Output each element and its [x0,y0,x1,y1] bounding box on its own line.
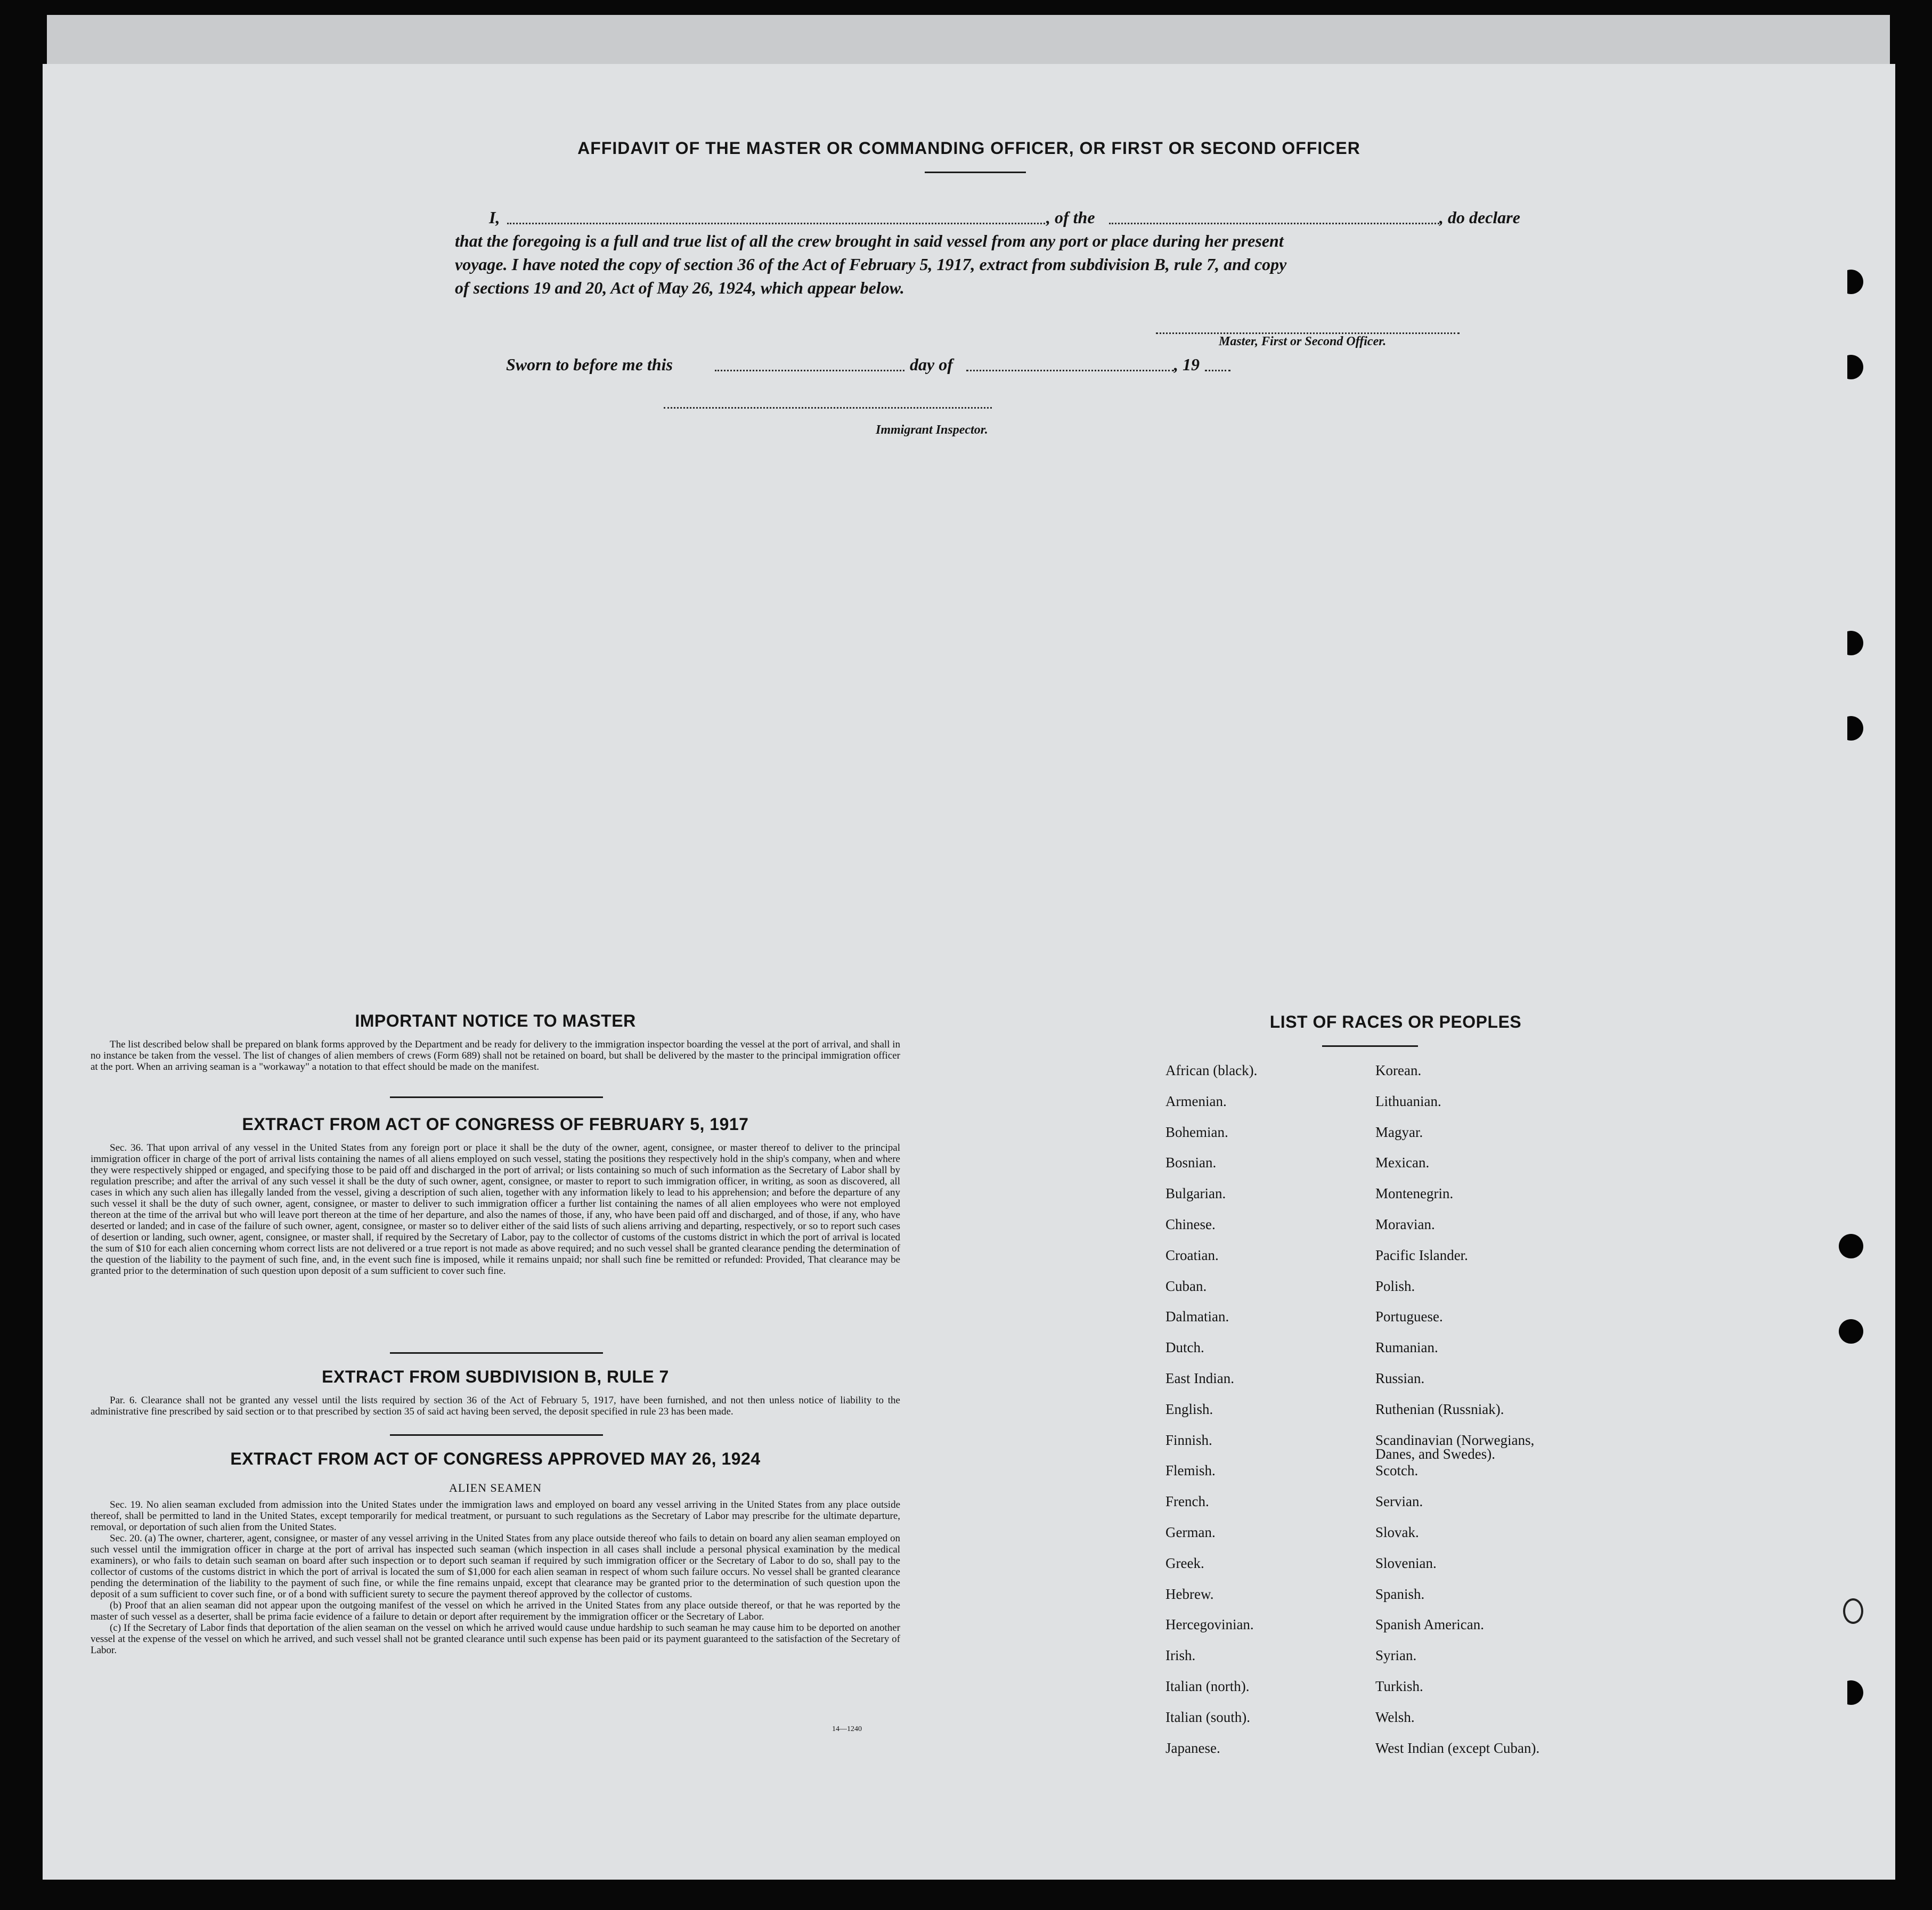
race-item: Korean. [1375,1062,1422,1078]
race-item: Scotch. [1375,1462,1419,1479]
divider-rule [390,1096,603,1098]
race-item: Magyar. [1375,1124,1423,1140]
inspector-signature-field[interactable] [664,402,992,409]
race-item: Portuguese. [1375,1308,1443,1325]
year-prefix: , 19 [1174,355,1200,374]
race-item: Flemish. [1165,1462,1216,1479]
race-item: Polish. [1375,1278,1415,1294]
race-item: Servian. [1375,1493,1423,1510]
race-item: Lithuanian. [1375,1093,1441,1109]
divider-rule [390,1352,603,1354]
affidavit-line-2: that the foregoing is a full and true list of all the crew brought in said vessel from any port or place during her present [455,231,1284,250]
race-item: German. [1165,1524,1216,1540]
race-item: Irish. [1165,1647,1196,1664]
rule7-text: Par. 6. Clearance shall not be granted any vessel until the lists required by section 36 of the Act of February 5, 1917, have been furnished, and not then unless notice of liability to the administrative fine prescribed by said section or to that prescribed by section 35 of said act having been served, the deposit specified in rule 23 has been made. [91,1395,900,1417]
race-item: Russian. [1375,1370,1425,1386]
race-item: Armenian. [1165,1093,1227,1109]
race-item: Italian (north). [1165,1678,1250,1694]
race-item: Rumanian. [1375,1339,1438,1356]
race-item: Pacific Islander. [1375,1247,1468,1263]
race-item: French. [1165,1493,1209,1510]
rule7-title: EXTRACT FROM SUBDIVISION B, RULE 7 [322,1367,669,1386]
affidavit-do-declare: , do declare [1439,208,1520,227]
race-item: Scandinavian (Norwegians, Danes, and Swedes). [1375,1432,1535,1462]
race-item: Dutch. [1165,1339,1204,1356]
punch-hole [1839,1234,1863,1258]
notice-title: IMPORTANT NOTICE TO MASTER [355,1011,636,1030]
race-item: Montenegrin. [1375,1185,1454,1202]
master-signature-field[interactable] [1156,327,1460,334]
name-field[interactable] [507,209,1045,224]
affidavit-of-the: , of the [1046,208,1095,227]
race-item: Cuban. [1165,1278,1207,1294]
affidavit-line-4: of sections 19 and 20, Act of May 26, 1924, which appear below. [455,278,904,297]
race-item: Slovak. [1375,1524,1419,1540]
master-signature-label: Master, First or Second Officer. [1219,335,1387,348]
divider-rule [390,1434,603,1436]
race-item: Dalmatian. [1165,1308,1229,1325]
race-item: Croatian. [1165,1247,1219,1263]
sworn-year-field[interactable] [1205,356,1230,371]
punch-hole [1839,1319,1863,1344]
sec-20a-text: Sec. 20. (a) The owner, charterer, agent, consignee, or master of any vessel arriving in the United States from any place outside thereof who fails to detain on board any alien seaman employed on such vessel until the immigration officer in charge at the port of arrival has inspected such seaman (which inspection in all cases shall include a personal physical examination by the medical examiners), or who fails to detain such seaman on board after such inspection or to deport such seaman if required by such immigration officer or the Secretary of Labor to do so, shall pay to the collector of customs of the customs district in which the port of arrival is located the sum of $1,000 for each alien seaman in respect of whom such failure occurs. No vessel shall be granted clearance pending the determination of the liability to the payment of such fine, or while the fine remains unpaid, except that clearance may be granted prior to the determination of such question upon the deposit of a sum sufficient to cover such fine, or of a bond with sufficient surety to secure the payment thereof approved by the collector of customs. [91,1533,900,1600]
inspector-label: Immigrant Inspector. [876,423,988,437]
races-left-column [1165,1063,1257,1771]
race-item: Moravian. [1375,1216,1435,1232]
title-rule [925,172,1026,173]
race-item: Chinese. [1165,1216,1216,1232]
race-item: Slovenian. [1375,1555,1437,1571]
races-right-column [1375,1063,1539,1771]
race-item: Spanish American. [1375,1616,1484,1633]
races-title: LIST OF RACES OR PEOPLES [1269,1012,1522,1031]
races-title-rule [1322,1045,1418,1047]
extract-1917-title: EXTRACT FROM ACT OF CONGRESS OF FEBRUARY 5, 1917 [242,1115,749,1134]
punch-hole [1839,1680,1863,1705]
race-item: Bohemian. [1165,1124,1228,1140]
race-item: East Indian. [1165,1370,1234,1386]
day-of-text: day of [910,355,953,374]
race-item: Italian (south). [1165,1709,1250,1725]
punch-hole [1839,716,1863,741]
sworn-day-field[interactable] [715,356,904,371]
punch-hole [1839,631,1863,655]
race-item: Hebrew. [1165,1586,1214,1602]
race-item: Spanish. [1375,1586,1425,1602]
form-page [43,64,1895,1880]
race-item: Welsh. [1375,1709,1415,1725]
form-number: 14—1240 [832,1725,862,1733]
affidavit-line-3: voyage. I have noted the copy of section 36 of the Act of February 5, 1917, extract from subdivision B, rule 7, and copy [455,255,1287,274]
race-item: Turkish. [1375,1678,1423,1694]
race-item: Syrian. [1375,1647,1417,1664]
punch-hole [1839,355,1863,379]
race-item: Hercegovinian. [1165,1616,1254,1633]
sec-20c-text: (c) If the Secretary of Labor finds that deportation of the alien seaman on the vessel on which he arrived would cause undue hardship to such seaman he may cause him to be deported on another vessel at the expense of the vessel on which he arrived, and such vessel shall not be granted clearance until such expense has been paid or its payment guaranteed to the satisfaction of the Secretary of Labor. [91,1622,900,1656]
sworn-month-field[interactable] [966,356,1174,371]
affidavit-i: I, [489,208,500,227]
affidavit-title: AFFIDAVIT OF THE MASTER OR COMMANDING OFFICER, OR FIRST OR SECOND OFFICER [577,139,1360,158]
extract-1917-text: Sec. 36. That upon arrival of any vessel in the United States from any foreign port or place it shall be the duty of the owner, agent, consignee, or master thereof to deliver to the principal immigration officer in charge of the port of arrival lists containing the names of all aliens employed on such vessel, stating the positions they respectively hold in the ship's company, when and where they were respectively shipped or engaged, and specifying those to be paid off and discharged in the port of arrival; or lists containing so much of such information as the Secretary of Labor shall by regulation prescribe; and after the arrival of any such vessel it shall be the duty of such owner, agent, consignee, or master to report to such immigration officer, in writing, as soon as discovered, all cases in which any such alien has illegally landed from the vessel, giving a description of such alien, together with any information likely to lead to his apprehension; and before the departure of any such vessel it shall be the duty of such owner, agent, consignee, or master to deliver to such immigration officer a further list containing the names of all alien employees who were not employed thereon at the time of the arrival but who will leave port thereon at the time of her departure, and also the names of those, if any, who have been paid off and discharged, and of those, if any, who have deserted or landed; and in case of the failure of such owner, agent, consignee, or master so to deliver either of the said lists of such aliens arriving and departing, respectively, or so to report such cases of desertion or landing, such owner, agent, consignee, or master shall, if required by the Secretary of Labor, pay to the collector of customs of the customs district in which the port of arrival is located the sum of $10 for each alien concerning whom correct lists are not delivered or a true report is not made as above required; and no such vessel shall be granted clearance pending the determination of the question of the liability to the payment of such fine, and, in the event such fine is imposed, while it remains unpaid; nor shall such fine be remitted or refunded: Provided, That clearance may be granted prior to the determination of such question upon deposit of a sum sufficient to cover such fine. [91,1142,900,1277]
punch-hole [1839,270,1863,294]
race-item: African (black). [1165,1062,1258,1078]
punch-hole [1843,1598,1863,1624]
race-item: Finnish. [1165,1432,1212,1448]
race-item: Bulgarian. [1165,1185,1226,1202]
sec-19-text: Sec. 19. No alien seaman excluded from admission into the United States under the immigration laws and employed on board any vessel arriving in the United States from any place outside thereof, shall be permitted to land in the United States, except temporarily for medical treatment, or pursuant to such regulations as the Secretary of Labor may prescribe for the ultimate departure, removal, or deportation of such alien from the United States. [91,1499,900,1533]
extract-1924-text [91,1499,900,1656]
sworn-text: Sworn to before me this [506,355,673,374]
race-item: Bosnian. [1165,1155,1217,1171]
race-item: Greek. [1165,1555,1204,1571]
extract-1924-title: EXTRACT FROM ACT OF CONGRESS APPROVED MAY 26, 1924 [230,1449,761,1468]
race-item: Japanese. [1165,1740,1220,1756]
race-item: West Indian (except Cuban). [1375,1740,1540,1756]
notice-text: The list described below shall be prepared on blank forms approved by the Department and be ready for delivery to the immigration inspector boarding the vessel at the port of arrival, and shall in no instance be taken from the vessel. The list of changes of alien members of crews (Form 689) shall not be retained on board, but shall be delivered by the master to the principal immigration officer at the port. When an arriving seaman is a "workaway" a notation to that effect should be made on the manifest. [91,1039,900,1072]
alien-seamen-subtitle: ALIEN SEAMEN [449,1481,542,1494]
race-item: English. [1165,1401,1213,1417]
vessel-field[interactable] [1109,209,1439,224]
race-item: Mexican. [1375,1155,1430,1171]
race-item: Ruthenian (Russniak). [1375,1401,1504,1417]
sec-20b-text: (b) Proof that an alien seaman did not appear upon the outgoing manifest of the vessel on which he arrived in the United States from any place outside thereof, or that he was reported by the master of such vessel as a deserter, shall be prima facie evidence of a failure to detain or deport after requirement by the immigration officer or the Secretary of Labor. [91,1600,900,1622]
